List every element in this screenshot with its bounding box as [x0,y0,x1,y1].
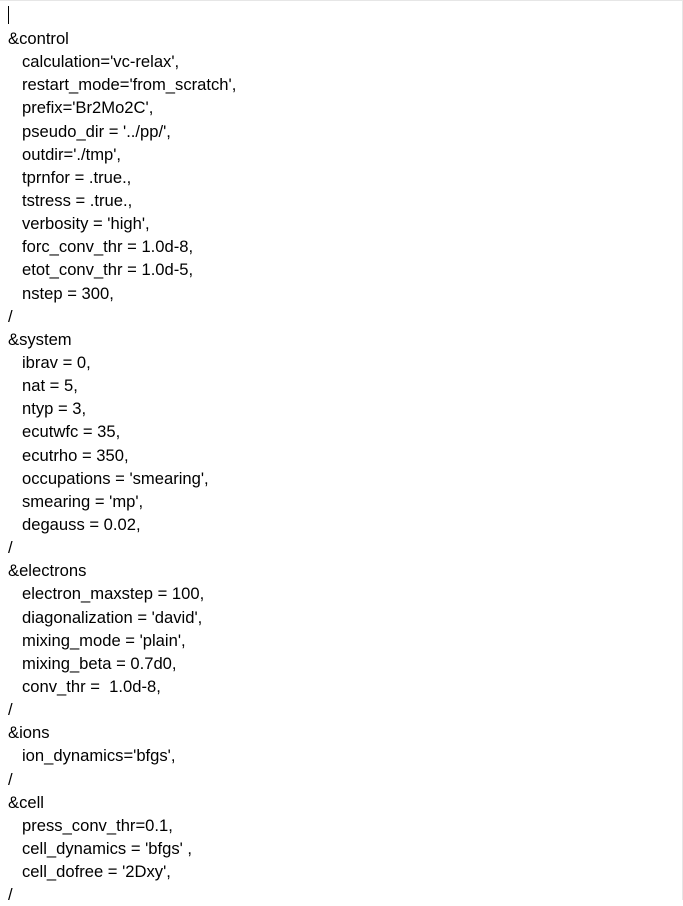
code-line[interactable]: outdir='./tmp', [22,144,122,164]
code-line[interactable]: pseudo_dir = '../pp/', [22,121,171,141]
code-line[interactable]: ecutrho = 350, [22,445,129,465]
code-line[interactable]: smearing = 'mp', [22,491,144,511]
code-line[interactable]: &ions [8,723,50,743]
code-line[interactable]: / [8,769,13,789]
code-line[interactable]: &system [8,329,72,349]
code-line[interactable]: mixing_mode = 'plain', [22,630,186,650]
code-line[interactable]: / [8,306,13,326]
code-line[interactable]: tstress = .true., [22,190,133,210]
code-line[interactable]: ibrav = 0, [22,352,91,372]
code-line[interactable]: ecutwfc = 35, [22,422,121,442]
code-line[interactable]: ion_dynamics='bfgs', [22,746,176,766]
code-line[interactable]: mixing_beta = 0.7d0, [22,653,177,673]
code-line[interactable]: etot_conv_thr = 1.0d-5, [22,260,194,280]
code-line[interactable]: nstep = 300, [22,283,114,303]
code-line[interactable]: prefix='Br2Mo2C', [22,98,154,118]
code-line[interactable]: &cell [8,792,44,812]
code-line[interactable]: cell_dynamics = 'bfgs' , [22,838,193,858]
code-line[interactable]: / [8,700,13,720]
code-line[interactable]: degauss = 0.02, [22,514,141,534]
code-line[interactable]: electron_maxstep = 100, [22,584,205,604]
code-line[interactable]: forc_conv_thr = 1.0d-8, [22,237,194,257]
code-line[interactable]: / [8,885,13,905]
code-line[interactable]: occupations = 'smearing', [22,468,209,488]
code-line[interactable]: / [8,538,13,558]
code-line[interactable]: diagonalization = 'david', [22,607,203,627]
code-line[interactable]: press_conv_thr=0.1, [22,815,173,835]
code-line[interactable]: restart_mode='from_scratch', [22,75,237,95]
code-line[interactable]: calculation='vc-relax', [22,52,180,72]
code-line[interactable]: verbosity = 'high', [22,214,150,234]
code-line[interactable]: cell_dofree = '2Dxy', [22,862,171,882]
code-line[interactable]: ntyp = 3, [22,399,87,419]
code-content[interactable] [8,27,682,906]
code-line[interactable]: conv_thr = 1.0d-8, [22,676,161,696]
code-line[interactable]: nat = 5, [22,376,78,396]
code-line[interactable]: &control [8,29,69,48]
code-line[interactable]: tprnfor = .true., [22,167,132,187]
text-cursor [8,6,9,24]
code-line[interactable]: &electrons [8,561,87,581]
